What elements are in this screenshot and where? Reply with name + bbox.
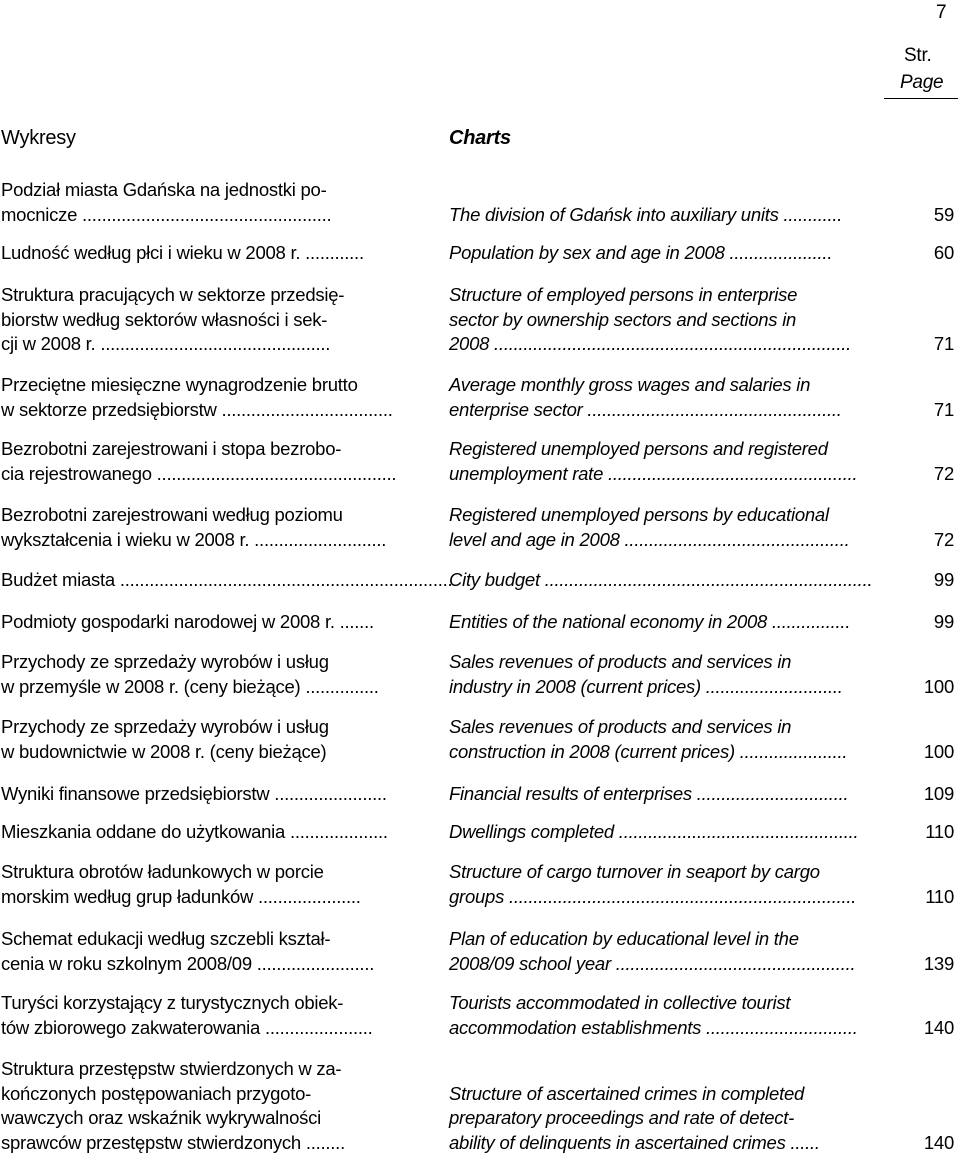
toc-entry-title-en xyxy=(449,715,884,764)
toc-entry-title-en xyxy=(449,568,884,593)
toc-entry-title-pl xyxy=(1,1057,404,1155)
toc-entry-line-en: construction in 2008 (current prices) ...................... xyxy=(449,740,848,762)
toc-entry-title-en xyxy=(449,203,884,228)
toc-entry-line-en: City budget ................................................................... xyxy=(449,569,873,590)
toc-entry-line-en: Structure of employed persons in enterprise xyxy=(449,284,798,305)
toc-entry-line-en: ability of delinquents in ascertained crimes ...... xyxy=(449,1131,820,1153)
toc-entry-title-en xyxy=(449,820,884,845)
toc-entry-page-number: 109 xyxy=(923,783,954,804)
toc-entry-page-number: 100 xyxy=(923,740,954,762)
toc-entry-line-en: The division of Gdańsk into auxiliary units ............ xyxy=(449,203,843,225)
toc-entry-line-pl: biorstw według sektorów własności i sek- xyxy=(1,308,328,330)
toc-entry-page-number: 71 xyxy=(933,333,954,354)
page-number: 7 xyxy=(936,2,947,23)
toc-entry-page-number: 72 xyxy=(933,462,954,484)
toc-entry-title-pl xyxy=(1,991,404,1040)
toc-entry-title-en xyxy=(449,283,884,357)
toc-entry-line-en: groups ....................................................................... xyxy=(449,885,857,907)
toc-entry-title-en xyxy=(449,860,884,909)
toc-entry-title-pl xyxy=(1,503,404,552)
toc-entry-line-en: Plan of education by educational level in the xyxy=(449,928,799,949)
column-header-str: Str. xyxy=(904,45,932,66)
toc-entry-line-pl: cji w 2008 r. ............................................... xyxy=(1,333,331,354)
toc-entry-page-number: 110 xyxy=(925,821,954,842)
toc-entry-line-pl: Budżet miasta .................................................................... xyxy=(1,569,453,590)
toc-entry-line-pl: Bezrobotni zarejestrowani według poziomu xyxy=(1,504,343,525)
toc-entry-line-en: sector by ownership sectors and sections in xyxy=(449,308,797,330)
toc-entry-page-number: 139 xyxy=(923,952,954,974)
toc-entry-line-en: Dwellings completed ................................................. xyxy=(449,821,859,842)
toc-entry-page-number: 99 xyxy=(933,569,954,590)
toc-entry-title-pl xyxy=(1,241,404,266)
toc-entry-line-en: industry in 2008 (current prices) ............................ xyxy=(449,675,843,697)
toc-entry-title-pl xyxy=(1,178,404,227)
toc-entry-title-pl xyxy=(1,927,404,976)
toc-entry-line-en: Registered unemployed persons by educational xyxy=(449,504,829,525)
toc-entry-line-en: Population by sex and age in 2008 ..................... xyxy=(449,242,833,263)
toc-entry-line-pl: sprawców przestępstw stwierdzonych ........ xyxy=(1,1131,345,1153)
toc-entry-line-pl: w przemyśle w 2008 r. (ceny bieżące) ............... xyxy=(1,675,379,697)
toc-entry-line-en: Structure of cargo turnover in seaport by cargo xyxy=(449,861,820,882)
toc-entry-line-pl: cia rejestrowanego ................................................. xyxy=(1,462,397,484)
toc-entry-line-pl: w sektorze przedsiębiorstw ................................... xyxy=(1,398,393,420)
toc-entry-page-number: 140 xyxy=(923,1131,954,1153)
toc-entry-title-pl xyxy=(1,715,404,764)
toc-entry-title-pl xyxy=(1,860,404,909)
toc-entry-title-en xyxy=(449,373,884,422)
toc-entry-line-pl: Podział miasta Gdańska na jednostki po- xyxy=(1,179,327,200)
toc-entry-title-en xyxy=(449,991,884,1040)
toc-entry-line-pl: wawczych oraz wskaźnik wykrywalności xyxy=(1,1107,321,1128)
toc-entry-line-pl: tów zbiorowego zakwaterowania ...................... xyxy=(1,1016,373,1038)
toc-entry-page-number: 99 xyxy=(933,611,954,632)
toc-entry-title-pl xyxy=(1,610,404,635)
toc-entry-title-pl xyxy=(1,283,404,357)
toc-entry-title-en xyxy=(449,1082,884,1156)
toc-entry-line-pl: Przeciętne miesięczne wynagrodzenie brutto xyxy=(1,374,358,395)
toc-entry-line-pl: Mieszkania oddane do użytkowania .................... xyxy=(1,821,388,842)
toc-entry-page-number: 71 xyxy=(933,398,954,420)
toc-entry-line-pl: Przychody ze sprzedaży wyrobów i usług xyxy=(1,716,329,737)
toc-entry-page-number: 59 xyxy=(933,203,954,225)
toc-entry-title-en xyxy=(449,503,884,552)
column-header-page: Page xyxy=(900,72,944,93)
toc-entry-line-pl: w budownictwie w 2008 r. (ceny bieżące) xyxy=(1,740,327,762)
toc-entry-title-en xyxy=(449,241,884,266)
toc-entry-line-pl: Ludność według płci i wieku w 2008 r. ............ xyxy=(1,242,364,263)
toc-entry-line-en: enterprise sector .................................................... xyxy=(449,398,842,420)
toc-entry-line-en: Registered unemployed persons and registered xyxy=(449,438,828,459)
toc-entry-line-en: 2008 ......................................................................... xyxy=(449,333,852,354)
toc-entry-line-pl: morskim według grup ładunków ..................... xyxy=(1,885,361,907)
toc-entry-line-pl: Schemat edukacji według szczebli kształ- xyxy=(1,928,331,949)
toc-entry-title-pl xyxy=(1,650,404,699)
header-rule xyxy=(884,98,958,99)
toc-entry-line-pl: cenia w roku szkolnym 2008/09 ........................ xyxy=(1,952,375,974)
toc-entry-line-en: preparatory proceedings and rate of detect- xyxy=(449,1107,795,1128)
toc-entry-title-pl xyxy=(1,782,404,807)
toc-entry-line-pl: wykształcenia i wieku w 2008 r. ........................... xyxy=(1,528,387,550)
toc-entry-line-pl: kończonych postępowaniach przygoto- xyxy=(1,1082,312,1104)
toc-entry-title-pl xyxy=(1,820,404,845)
toc-entry-title-en xyxy=(449,610,884,635)
toc-entry-page-number: 72 xyxy=(933,528,954,550)
toc-entry-line-pl: Bezrobotni zarejestrowani i stopa bezrobo- xyxy=(1,438,342,459)
toc-entry-line-en: accommodation establishments ............................... xyxy=(449,1016,858,1038)
toc-entry-line-en: Structure of ascertained crimes in completed xyxy=(449,1082,805,1104)
toc-entry-line-en: Sales revenues of products and services in xyxy=(449,651,792,672)
toc-entry-title-en xyxy=(449,782,884,807)
toc-entry-title-pl xyxy=(1,568,453,593)
toc-entry-line-en: level and age in 2008 .............................................. xyxy=(449,528,850,550)
toc-entry-title-pl xyxy=(1,437,404,486)
toc-entry-line-pl: Struktura przestępstw stwierdzonych w za- xyxy=(1,1058,342,1079)
toc-entry-line-en: Average monthly gross wages and salaries in xyxy=(449,374,811,395)
toc-entry-line-en: 2008/09 school year ................................................. xyxy=(449,952,856,974)
toc-entry-line-en: unemployment rate ................................................... xyxy=(449,462,858,484)
toc-entry-line-en: Financial results of enterprises ............................... xyxy=(449,783,849,804)
toc-entry-line-pl: mocnicze ................................................... xyxy=(1,203,332,225)
toc-entry-line-pl: Podmioty gospodarki narodowej w 2008 r. ....... xyxy=(1,611,374,632)
toc-entry-line-pl: Struktura pracujących w sektorze przedsię- xyxy=(1,284,345,305)
toc-entry-line-pl: Wyniki finansowe przedsiębiorstw ....................... xyxy=(1,783,387,804)
section-heading-en: Charts xyxy=(449,127,511,149)
toc-entry-line-pl: Turyści korzystający z turystycznych obiek- xyxy=(1,992,344,1013)
toc-entry-line-en: Tourists accommodated in collective tourist xyxy=(449,992,791,1013)
toc-entry-line-pl: Struktura obrotów ładunkowych w porcie xyxy=(1,861,324,882)
toc-entry-page-number: 110 xyxy=(925,885,954,907)
section-heading-pl: Wykresy xyxy=(1,127,76,149)
toc-entry-title-en xyxy=(449,650,884,699)
toc-entry-title-en xyxy=(449,437,884,486)
toc-entry-line-en: Entities of the national economy in 2008 ................ xyxy=(449,611,851,632)
toc-entry-title-en xyxy=(449,927,884,976)
toc-entry-title-pl xyxy=(1,373,404,422)
toc-entry-page-number: 100 xyxy=(923,675,954,697)
toc-entry-line-en: Sales revenues of products and services in xyxy=(449,716,792,737)
toc-entry-page-number: 60 xyxy=(933,242,954,263)
toc-entry-page-number: 140 xyxy=(923,1016,954,1038)
toc-entry-line-pl: Przychody ze sprzedaży wyrobów i usług xyxy=(1,651,329,672)
